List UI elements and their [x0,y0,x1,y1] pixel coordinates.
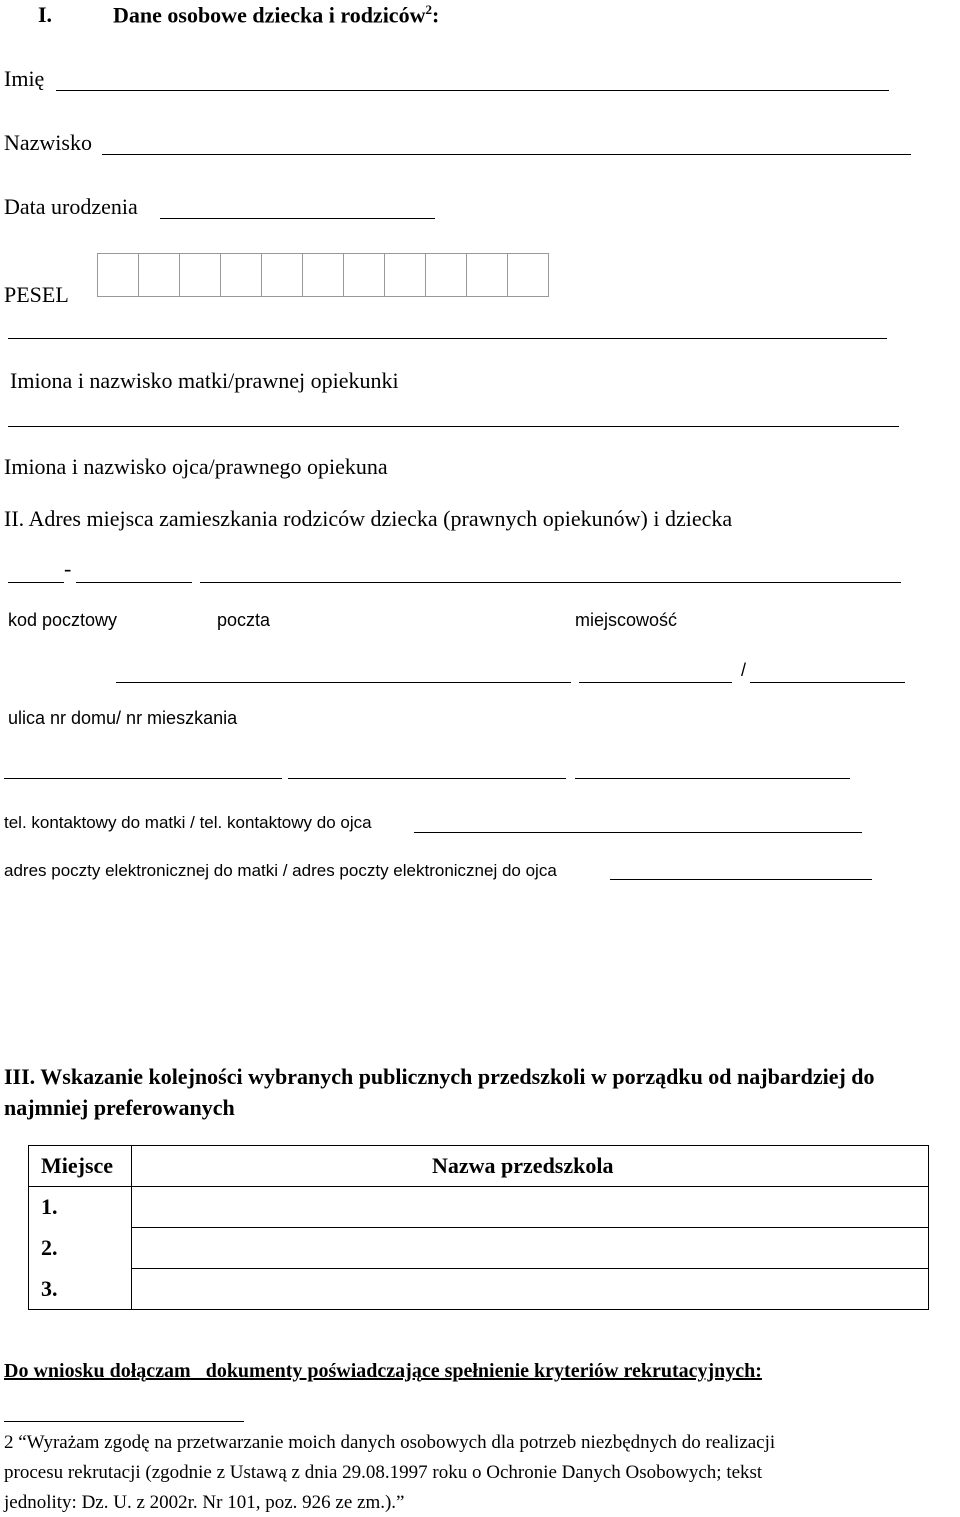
section-1-colon: : [431,2,440,28]
footnote-ref: 2 [425,2,432,17]
pesel-digit-box[interactable] [262,254,303,296]
footnote-separator [4,1421,244,1422]
pesel-digit-box[interactable] [344,254,385,296]
pesel-digit-box[interactable] [508,254,548,296]
pesel-digit-box[interactable] [139,254,180,296]
label-email: adres poczty elektronicznej do matki / adres poczty elektronicznej do ojca [4,861,557,880]
pesel-digit-box[interactable] [385,254,426,296]
nr-domu-line[interactable] [579,682,732,683]
label-ulica: ulica nr domu/ nr mieszkania [8,708,238,728]
row-number: 3. [29,1269,132,1310]
section-1-title [113,2,439,28]
row-number: 1. [29,1187,132,1228]
tel-line-1[interactable] [4,778,282,779]
footnote-line-1: 2 “Wyrażam zgodę na przetwarzanie moich danych osobowych dla potrzeb niezbędnych do realizacji [4,1432,776,1453]
label-nazwisko: Nazwisko [4,130,92,155]
section-2-title: II. Adres miejsca zamieszkania rodziców dziecka (prawnych opiekunów) i dziecka [4,506,733,531]
preference-table [28,1145,929,1310]
matka-input-line[interactable] [8,338,887,339]
label-imie: Imię [4,66,45,91]
pesel-digit-box[interactable] [180,254,221,296]
label-miejscowosc: miejscowość [575,610,678,630]
table-row [29,1187,929,1228]
nazwisko-input-line[interactable] [102,154,911,155]
pesel-boxes[interactable] [97,253,549,297]
ulica-line[interactable] [116,682,571,683]
imie-input-line[interactable] [56,90,889,91]
table-row [29,1228,929,1269]
tel-line-3[interactable] [575,778,850,779]
pesel-digit-box[interactable] [221,254,262,296]
section-3-title-line1: III. Wskazanie kolejności wybranych publicznych przedszkoli w porządku od najbardziej do [4,1064,875,1089]
ojciec-input-line[interactable] [8,426,899,427]
table-row [29,1269,929,1310]
slash-separator: / [741,660,747,680]
header-miejsce: Miejsce [29,1146,132,1187]
footnote-line-2: procesu rekrutacji (zgodnie z Ustawą z dnia 29.08.1997 roku o Ochronie Danych Osobowych; tekst [4,1462,763,1483]
label-tel: tel. kontaktowy do matki / tel. kontaktowy do ojca [4,813,372,832]
table-header-row [29,1146,929,1187]
pesel-digit-box[interactable] [303,254,344,296]
label-ojciec: Imiona i nazwisko ojca/prawnego opiekuna [4,454,388,479]
label-poczta: poczta [217,610,271,630]
pesel-digit-box[interactable] [98,254,139,296]
label-kod-pocztowy: kod pocztowy [8,610,118,630]
data-urodzenia-input-line[interactable] [160,218,435,219]
attachments-heading: Do wniosku dołączam dokumenty poświadczające spełnienie kryteriów rekrutacyjnych: [4,1360,762,1382]
przedszkole-name-cell[interactable] [132,1187,929,1228]
przedszkole-name-cell[interactable] [132,1228,929,1269]
label-data-urodzenia: Data urodzenia [4,194,138,219]
header-nazwa-przedszkola: Nazwa przedszkola [132,1146,929,1187]
kod-dash: - [64,556,72,581]
przedszkole-name-cell[interactable] [132,1269,929,1310]
tel-line-2[interactable] [288,778,566,779]
kod-part2-line[interactable] [76,582,192,583]
pesel-digit-box[interactable] [426,254,467,296]
tel-input-line[interactable] [414,832,862,833]
poczta-miejscowosc-line[interactable] [200,582,901,583]
email-input-line[interactable] [610,879,872,880]
pesel-digit-box[interactable] [467,254,508,296]
footnote-line-3: jednolity: Dz. U. z 2002r. Nr 101, poz. 926 ze zm.).” [4,1492,405,1513]
section-1-number: I. [38,2,53,27]
section-3-title-line2: najmniej preferowanych [4,1095,235,1120]
nr-mieszkania-line[interactable] [750,682,905,683]
label-matka: Imiona i nazwisko matki/prawnej opiekunki [10,368,399,393]
section-1-title-text: Dane osobowe dziecka i rodziców [113,2,426,28]
row-number: 2. [29,1228,132,1269]
kod-part1-line[interactable] [8,582,64,583]
label-pesel: PESEL [4,282,69,307]
